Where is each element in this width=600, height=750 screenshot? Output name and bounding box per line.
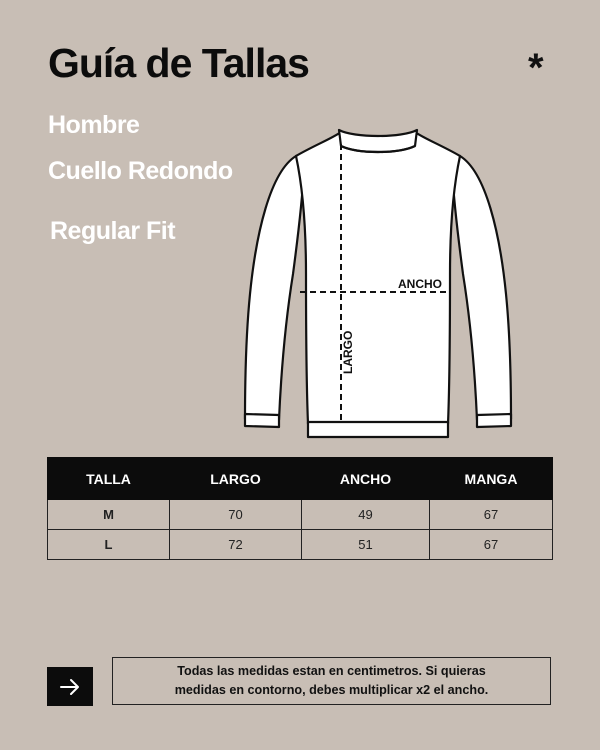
left-sleeve bbox=[245, 156, 304, 420]
gender-label: Hombre bbox=[48, 111, 140, 139]
page-title: Guía de Tallas bbox=[48, 40, 309, 86]
fit-label: Regular Fit bbox=[50, 217, 176, 245]
column-header: TALLA bbox=[48, 458, 170, 500]
measurement-note bbox=[112, 657, 551, 705]
column-header: LARGO bbox=[170, 458, 302, 500]
column-header: ANCHO bbox=[302, 458, 430, 500]
table-cell: 67 bbox=[430, 500, 553, 530]
table-cell: 72 bbox=[170, 530, 302, 560]
right-sleeve bbox=[452, 156, 511, 420]
note-line: medidas en contorno, debes multiplicar x2 el ancho. bbox=[174, 683, 489, 697]
width-measure-label: ANCHO bbox=[398, 277, 442, 291]
table-cell: 51 bbox=[302, 530, 430, 560]
table-cell: 70 bbox=[170, 500, 302, 530]
shirt-diagram bbox=[238, 124, 518, 444]
table-cell: 67 bbox=[430, 530, 553, 560]
asterisk-icon: * bbox=[528, 46, 544, 90]
table-header-row bbox=[48, 458, 553, 500]
next-button[interactable] bbox=[47, 667, 93, 706]
table-cell: M bbox=[48, 500, 170, 530]
arrow-right-icon bbox=[58, 677, 82, 697]
length-measure-label: LARGO bbox=[341, 330, 355, 374]
note-line: Todas las medidas estan en centimetros. Si quieras bbox=[177, 664, 486, 678]
table-cell: L bbox=[48, 530, 170, 560]
table-row bbox=[48, 500, 553, 530]
neck-type-label: Cuello Redondo bbox=[48, 157, 233, 185]
table-cell: 49 bbox=[302, 500, 430, 530]
column-header: MANGA bbox=[430, 458, 553, 500]
table-row bbox=[48, 530, 553, 560]
size-table bbox=[47, 457, 553, 560]
